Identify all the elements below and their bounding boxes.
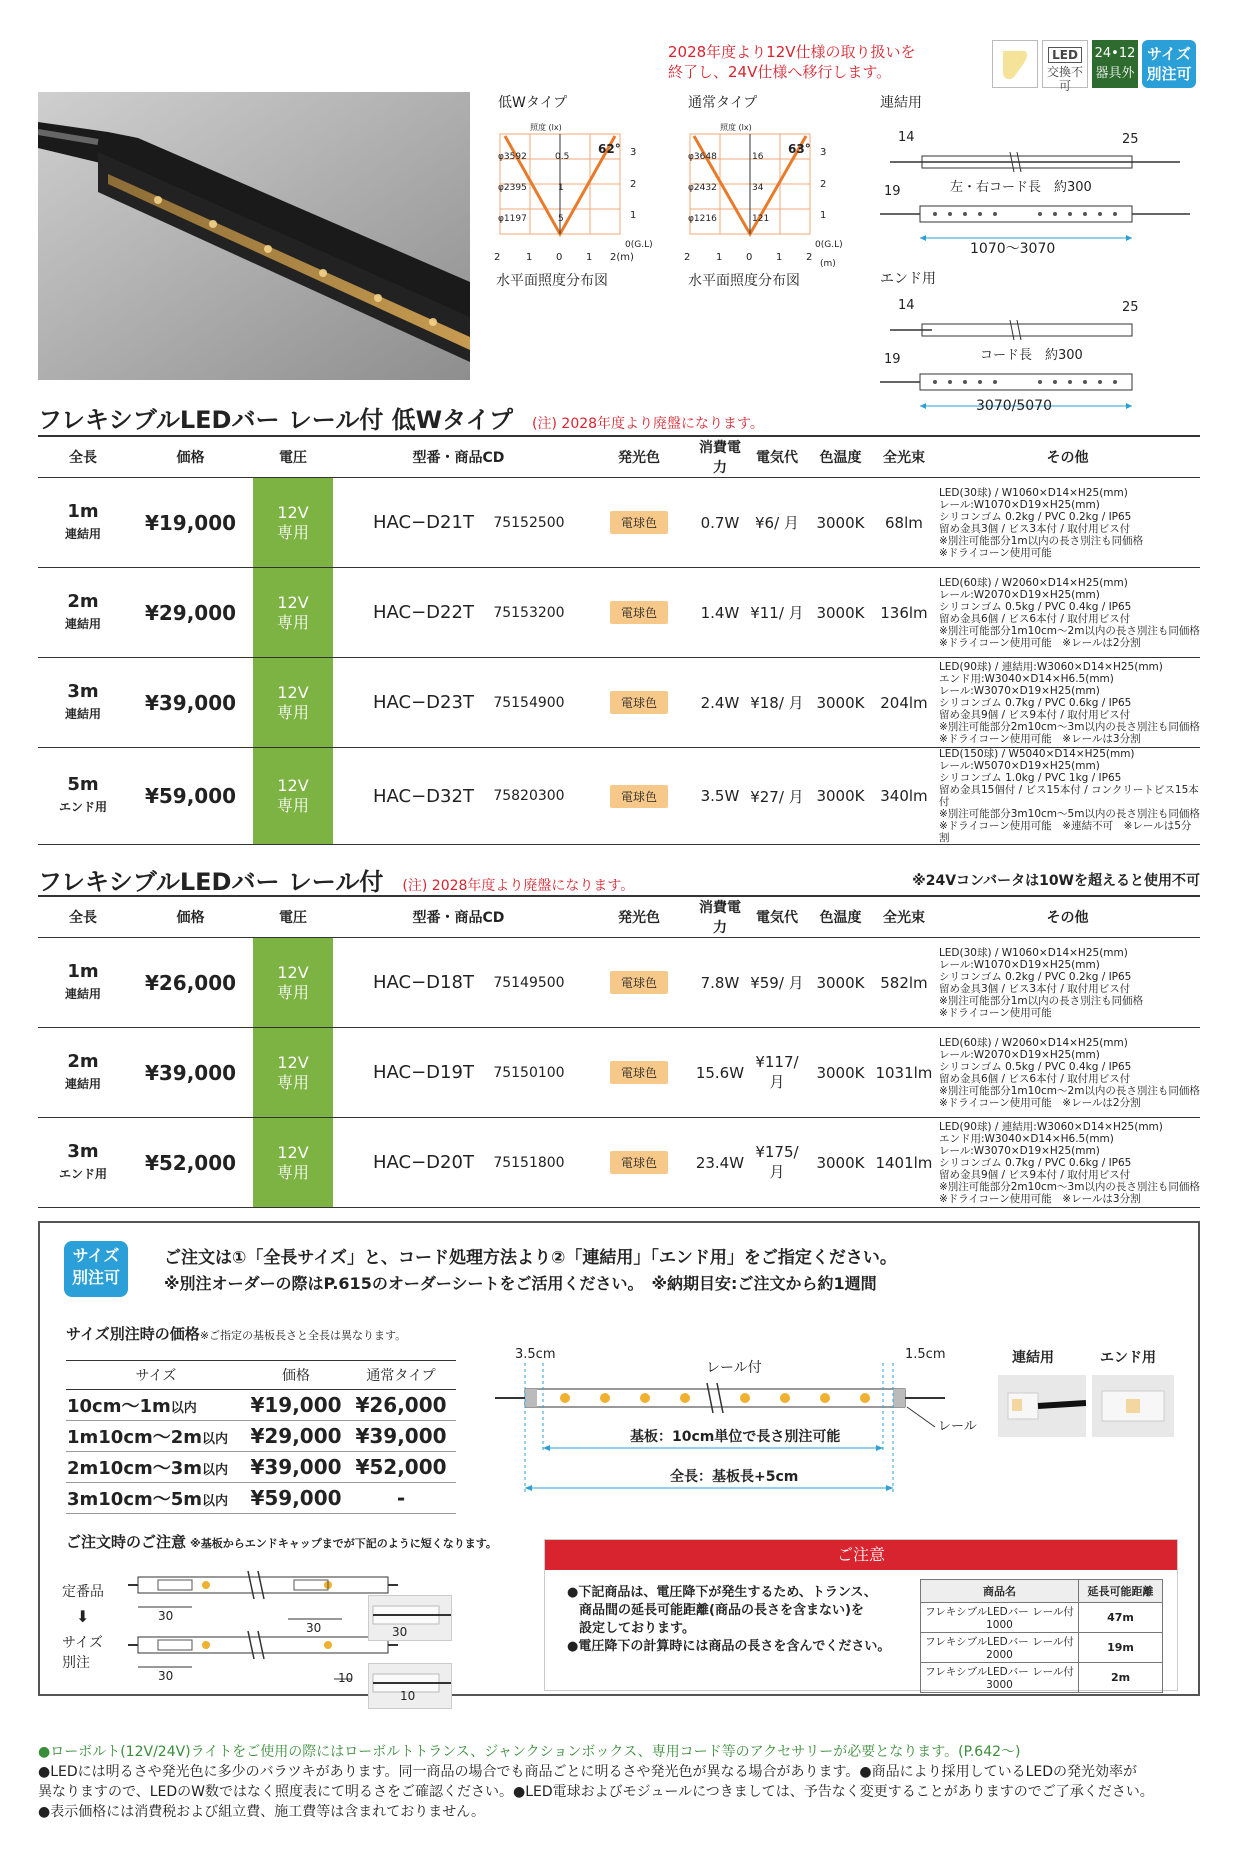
lumen-cell: 204lm	[873, 658, 935, 748]
spec-line: シリコンゴム 0.5kg / PVC 0.4kg / IP65	[938, 600, 1132, 613]
electricity-cost-cell: ¥117/ 月	[746, 1028, 808, 1118]
product-name-cell: フレキシブルLEDバー レール付2000	[921, 1633, 1079, 1663]
cord-type: 連結用	[64, 1076, 101, 1091]
length-cell	[38, 658, 128, 748]
model-cell: HAC−D23T	[333, 658, 474, 748]
section2-heading: フレキシブルLEDバー レール付 (注) 2028年度より廃盤になります。	[38, 868, 635, 896]
custom-size-icon: サイズ 別注可	[1142, 40, 1196, 88]
spec-line: ※別注可能部分1m以内の長さ別注も同価格	[938, 534, 1144, 547]
cord-type: 連結用	[64, 986, 101, 1001]
custom-size-badge: サイズ 別注可	[64, 1241, 128, 1297]
spec-line: シリコンゴム 0.2kg / PVC 0.2kg / IP65	[938, 970, 1132, 983]
spec-line: ※ドライコーン使用可能 ※レールは2分割	[938, 636, 1141, 649]
light-color-cell	[584, 938, 694, 1028]
end-cap-photo	[1092, 1375, 1174, 1437]
other-specs-cell	[935, 658, 1200, 748]
size-range: 3m10cm〜5m	[67, 1489, 203, 1510]
product-code-cell: 75153200	[474, 568, 584, 658]
normal-price-cell: ¥52,000	[346, 1452, 456, 1483]
spec-line: LED(60球) / W2060×D14×H25(mm)	[938, 1036, 1128, 1049]
lumen-cell: 136lm	[873, 568, 935, 658]
spec-line: 留め金具9個 / ビス9本付 / 取付用ビス付	[938, 708, 1131, 721]
spec-line: シリコンゴム 0.2kg / PVC 0.2kg / IP65	[938, 510, 1132, 523]
voltage-only: 専用	[276, 982, 309, 1002]
light-color-cell	[584, 478, 694, 568]
spec-line: エンド用:W3040×D14×H6.5(mm)	[938, 672, 1114, 685]
size-suffix: 以内	[202, 1494, 229, 1509]
spec-line: LED(90球) / 連結用:W3060×D14×H25(mm)	[938, 1120, 1163, 1133]
spec-line: 留め金具3個 / ビス3本付 / 取付用ビス付	[938, 982, 1131, 995]
length-value: 1m	[67, 960, 99, 982]
spec-line: 留め金具9個 / ビス9本付 / 取付用ビス付	[938, 1168, 1131, 1181]
light-color-badge: 電球色	[610, 1061, 668, 1084]
feature-icons	[992, 40, 1196, 93]
table-row	[38, 658, 1200, 748]
attention-box: ご注意 ●下記商品は、電圧降下が発生するため、トランス、 商品間の延長可能距離(商品の長さを含まない)を 設定しております。 ●電圧降下の計算時には商品の長さを含んでください。	[544, 1539, 1178, 1691]
spec-line: ※ドライコーン使用可能	[938, 1006, 1052, 1019]
table-row	[921, 1603, 1163, 1633]
spec-line: ※別注可能部分2m10cm〜3m以内の長さ別注も同価格	[938, 1180, 1200, 1193]
electricity-cost-cell: ¥11/ 月	[746, 568, 808, 658]
power-cell: 7.8W	[694, 938, 746, 1028]
power-cell: 1.4W	[694, 568, 746, 658]
voltage-only: 専用	[276, 702, 309, 722]
power-cell: 23.4W	[694, 1118, 746, 1208]
product-code-cell: 75150100	[474, 1028, 584, 1118]
voltage-value: 12V	[277, 962, 309, 982]
other-specs-cell	[935, 478, 1200, 568]
light-color-cell	[584, 748, 694, 845]
other-specs-cell	[935, 938, 1200, 1028]
voltage-value: 12V	[277, 776, 309, 795]
spec-line: レール:W2070×D19×H25(mm)	[938, 1048, 1100, 1061]
color-temp-cell: 3000K	[808, 748, 873, 845]
size-price-table: サイズ 価格 通常タイプ 10cm〜1m以内 ¥19,000 ¥26,000 1m10cm〜2m以内 ¥29,000 ¥39,000 2m10cm〜3m以内 ¥39,000 ¥52,000 3m10cm〜5m以内 ¥59,000 -	[66, 1360, 456, 1514]
size-range-cell	[66, 1390, 246, 1421]
cord-type: 連結用	[64, 616, 101, 631]
light-color-cell	[584, 658, 694, 748]
extension-distance-table: 商品名 延長可能距離 フレキシブルLEDバー レール付1000 47m フレキシブルLEDバー レール付2000 19m フレキシブルLEDバー レール付3000 2m	[920, 1579, 1163, 1693]
size-suffix: 以内	[170, 1401, 197, 1416]
custom-price-cell: ¥29,000	[246, 1421, 346, 1452]
table-row	[66, 1421, 456, 1452]
connect-type-drawing	[880, 142, 1200, 252]
caution-heading: ご注文時のご注意 ※基板からエンドキャップまでが下記のように短くなります。	[66, 1533, 497, 1551]
length-cell	[38, 1118, 128, 1208]
price-cell: ¥26,000	[128, 938, 253, 1028]
voltage-value: 12V	[277, 592, 309, 612]
normal-price-cell: ¥26,000	[346, 1390, 456, 1421]
spec-line: LED(150球) / W5040×D14×H25(mm)	[938, 748, 1135, 760]
length-value: 2m	[67, 590, 99, 612]
voltage-value: 12V	[277, 1052, 309, 1072]
spec-line: 留め金具15個付 / ビス15本付 / コンクリートビス15本付	[938, 784, 1199, 808]
spec-line: ※ドライコーン使用可能 ※レールは2分割	[938, 1096, 1141, 1109]
size-suffix: 以内	[202, 1432, 229, 1447]
model-cell: HAC−D21T	[333, 478, 474, 568]
spec-line: LED(90球) / 連結用:W3060×D14×H25(mm)	[938, 660, 1163, 673]
price-cell: ¥52,000	[128, 1118, 253, 1208]
price-cell: ¥19,000	[128, 478, 253, 568]
converter-note: ※24Vコンバータは10Wを超えると使用不可	[912, 873, 1200, 889]
spec-line: レール:W1070×D19×H25(mm)	[938, 498, 1100, 511]
length-value: 3m	[67, 1140, 99, 1162]
electricity-cost-cell: ¥59/ 月	[746, 938, 808, 1028]
light-color-badge: 電球色	[610, 785, 668, 808]
standard-end-photo	[368, 1595, 452, 1641]
table-row	[38, 1118, 1200, 1208]
table-row	[38, 748, 1200, 845]
power-cell: 0.7W	[694, 478, 746, 568]
cord-type: 連結用	[64, 706, 101, 721]
table-row	[66, 1452, 456, 1483]
size-range-cell	[66, 1421, 246, 1452]
bulb-color-icon	[992, 40, 1038, 88]
light-color-badge: 電球色	[610, 691, 668, 714]
electricity-cost-cell: ¥175/ 月	[746, 1118, 808, 1208]
custom-price-cell: ¥59,000	[246, 1483, 346, 1514]
other-specs-cell	[935, 748, 1200, 845]
spec-line: ※別注可能部分3m10cm〜5m以内の長さ別注も同価格	[938, 808, 1200, 820]
size-range: 10cm〜1m	[67, 1396, 171, 1417]
size-range-cell	[66, 1483, 246, 1514]
voltage-only: 専用	[276, 612, 309, 632]
voltage-cell	[253, 1028, 333, 1118]
extension-distance-cell: 2m	[1079, 1663, 1163, 1693]
electricity-cost-cell: ¥6/ 月	[746, 478, 808, 568]
voltage-cell	[253, 748, 333, 845]
color-temp-cell: 3000K	[808, 1028, 873, 1118]
other-specs-cell	[935, 1118, 1200, 1208]
product-code-cell: 75152500	[474, 478, 584, 568]
spec-line: レール:W5070×D19×H25(mm)	[938, 760, 1100, 772]
table-row	[38, 1028, 1200, 1118]
table-row	[66, 1390, 456, 1421]
spec-line: ※別注可能部分2m10cm〜3m以内の長さ別注も同価格	[938, 720, 1200, 733]
extension-distance-cell: 47m	[1079, 1603, 1163, 1633]
spec-line: シリコンゴム 0.7kg / PVC 0.6kg / IP65	[938, 1156, 1132, 1169]
table-row	[38, 568, 1200, 658]
other-specs-cell	[935, 568, 1200, 658]
discontinuation-notice: 2028年度より12V仕様の取り扱いを 終了し、24V仕様へ移行します。	[668, 43, 916, 81]
table-row	[66, 1483, 456, 1514]
electricity-cost-cell: ¥18/ 月	[746, 658, 808, 748]
product-code-cell: 75154900	[474, 658, 584, 748]
custom-price-cell: ¥19,000	[246, 1390, 346, 1421]
light-color-badge: 電球色	[610, 971, 668, 994]
table-row	[38, 478, 1200, 568]
color-temp-cell: 3000K	[808, 1118, 873, 1208]
spec-line: LED(30球) / W1060×D14×H25(mm)	[938, 486, 1128, 499]
length-cell	[38, 478, 128, 568]
spec-line: レール:W3070×D19×H25(mm)	[938, 1144, 1100, 1157]
price-cell: ¥39,000	[128, 1028, 253, 1118]
arrow-down-icon: ⬇	[76, 1607, 90, 1626]
product-name-cell: フレキシブルLEDバー レール付3000	[921, 1663, 1079, 1693]
footer-notes: ●ローボルト(12V/24V)ライトをご使用の際にはローボルトトランス、ジャンクションボックス、専用コード等のアクセサリーが必要となります。(P.642〜) ●LEDには明るさや発光色に多少のバラツキがあります。同一商品の場合でも商品ごとに明るさや発光色が異なる場合があります。●商品により採用しているLEDの発光効率が 異なりますので、LEDのW数ではなく照度表にて明るさをご確認ください。●LED電球およびモジュールにつきましては、予告なく変更することがありますのでご了承ください。 ●表示価格には消費税および組立費、施工費等は含まれておりません。	[38, 1744, 1154, 1820]
spec-line: シリコンゴム 1.0kg / PVC 1kg / IP65	[938, 772, 1122, 784]
spec-line: エンド用:W3040×D14×H6.5(mm)	[938, 1132, 1114, 1145]
product-code-cell: 75820300	[474, 748, 584, 845]
voltage-cell	[253, 1118, 333, 1208]
spec-line: 留め金具6個 / ビス6本付 / 取付用ビス付	[938, 1072, 1131, 1085]
spec-line: シリコンゴム 0.5kg / PVC 0.4kg / IP65	[938, 1060, 1132, 1073]
table-header-row: 全長 価格 電圧 型番・商品CD 発光色 消費電力 電気代 色温度 全光束 その他	[38, 436, 1200, 478]
outdoor-fixture-icon: 24•12 器具外	[1092, 40, 1138, 88]
light-color-cell	[584, 1028, 694, 1118]
model-cell: HAC−D19T	[333, 1028, 474, 1118]
spec-line: レール:W2070×D19×H25(mm)	[938, 588, 1100, 601]
spec-line: 留め金具6個 / ビス6本付 / 取付用ビス付	[938, 612, 1131, 625]
lumen-cell: 340lm	[873, 748, 935, 845]
light-color-cell	[584, 568, 694, 658]
power-cell: 2.4W	[694, 658, 746, 748]
spec-line: 留め金具3個 / ビス3本付 / 取付用ビス付	[938, 522, 1131, 535]
size-range-cell	[66, 1452, 246, 1483]
voltage-cell	[253, 938, 333, 1028]
voltage-cell	[253, 568, 333, 658]
spec-line: ※ドライコーン使用可能 ※連結不可 ※レールは5分割	[938, 820, 1192, 844]
voltage-cell	[253, 478, 333, 568]
size-price-title: サイズ別注時の価格※ご指定の基板長さと全長は異なります。	[66, 1325, 407, 1343]
size-range: 1m10cm〜2m	[67, 1427, 203, 1448]
model-cell: HAC−D32T	[333, 748, 474, 845]
custom-order-box: サイズ 別注可 ご注文は①「全長サイズ」と、コード処理方法より②「連結用」「エンド用」をご指定ください。 ※別注オーダーの際はP.615のオーダーシートをご活用ください。 ※納期目安:ご注文から約1週間 サイズ別注時の価格※ご指定の基板長さと全長は異なります。 3.5cm 1.5cm レール付 レール 基板：10cm単位で長さ別注可能 全長：基板長+5cm 連結用 エンド用 ご注文時のご注意 ※基板からエンドキャップまでが下記のように短くなります。 定番品 ⬇ サイズ 別注 30 30 30 10 30 10 ご注意 ●下記商品は、電圧降下が発生するため、トランス、 商品間の延長可能距離(商品の長さを含まない)を 設定しております。 ●電圧降下の計算時には商品の長さを含んでください。	[38, 1221, 1200, 1696]
normal-price-cell: -	[346, 1483, 456, 1514]
spec-line: レール:W1070×D19×H25(mm)	[938, 958, 1100, 971]
color-temp-cell: 3000K	[808, 568, 873, 658]
length-value: 1m	[67, 500, 99, 522]
color-temp-cell: 3000K	[808, 478, 873, 568]
cord-type: エンド用	[58, 1166, 107, 1181]
spec-line: LED(60球) / W2060×D14×H25(mm)	[938, 576, 1128, 589]
connect-end-photo	[998, 1375, 1086, 1437]
cord-type: エンド用	[58, 800, 107, 814]
cord-type: 連結用	[64, 526, 101, 541]
size-range: 2m10cm〜3m	[67, 1458, 203, 1479]
spec-line: レール:W3070×D19×H25(mm)	[938, 684, 1100, 697]
spec-table-low-w	[38, 435, 1200, 845]
other-specs-cell	[935, 1028, 1200, 1118]
chart-normal: 通常タイプ 照度 (lx) 63° φ3648 16 φ2432 34 φ1216 121 3 2 1 0(G.L) 2 1 0 1 2 (m) 水平面照度分布図	[660, 92, 860, 282]
light-color-badge: 電球色	[610, 601, 668, 624]
spec-line: ※別注可能部分1m10cm〜2m以内の長さ別注も同価格	[938, 1084, 1200, 1097]
voltage-only: 専用	[276, 522, 309, 542]
model-cell: HAC−D22T	[333, 568, 474, 658]
length-cell	[38, 748, 128, 845]
lumen-cell: 68lm	[873, 478, 935, 568]
voltage-value: 12V	[277, 1142, 309, 1162]
color-temp-cell: 3000K	[808, 938, 873, 1028]
voltage-only: 専用	[276, 1162, 309, 1182]
lumen-cell: 1401lm	[873, 1118, 935, 1208]
length-cell	[38, 938, 128, 1028]
custom-price-cell: ¥39,000	[246, 1452, 346, 1483]
length-cell	[38, 1028, 128, 1118]
spec-line: ※ドライコーン使用可能 ※レールは3分割	[938, 732, 1141, 745]
section1-heading: フレキシブルLEDバー レール付 低Wタイプ (注) 2028年度より廃盤になります。	[38, 406, 764, 434]
voltage-only: 専用	[276, 796, 309, 815]
table-header-row: 全長 価格 電圧 型番・商品CD 発光色 消費電力 電気代 色温度 全光束 その他	[38, 896, 1200, 938]
price-cell: ¥59,000	[128, 748, 253, 845]
spec-table-normal	[38, 895, 1200, 1208]
electricity-cost-cell: ¥27/ 月	[746, 748, 808, 845]
table-row	[921, 1633, 1163, 1663]
product-name-cell: フレキシブルLEDバー レール付1000	[921, 1603, 1079, 1633]
length-value: 2m	[67, 1050, 99, 1072]
size-suffix: 以内	[202, 1463, 229, 1478]
color-temp-cell: 3000K	[808, 658, 873, 748]
light-color-badge: 電球色	[610, 1151, 668, 1174]
spec-line: ※ドライコーン使用可能 ※レールは3分割	[938, 1192, 1141, 1205]
table-row	[921, 1663, 1163, 1693]
lumen-cell: 582lm	[873, 938, 935, 1028]
led-non-replaceable-icon: LED 交換不可	[1042, 40, 1088, 88]
product-code-cell: 75149500	[474, 938, 584, 1028]
voltage-value: 12V	[277, 502, 309, 522]
length-value: 3m	[67, 680, 99, 702]
lumen-cell: 1031lm	[873, 1028, 935, 1118]
length-value: 5m	[67, 774, 99, 795]
power-cell: 3.5W	[694, 748, 746, 845]
model-cell: HAC−D20T	[333, 1118, 474, 1208]
voltage-value: 12V	[277, 682, 309, 702]
chart-low-w: 低Wタイプ 照度 (lx) 62° φ3592 0.5 φ2395 1 φ1197 5 3 2 1 0(G.L) 2 1 0 1 2(m) 水平面照度分布図	[470, 92, 660, 282]
spec-line: ※別注可能部分1m以内の長さ別注も同価格	[938, 994, 1144, 1007]
light-color-cell	[584, 1118, 694, 1208]
spec-line: ※別注可能部分1m10cm〜2m以内の長さ別注も同価格	[938, 624, 1200, 637]
spec-line: LED(30球) / W1060×D14×H25(mm)	[938, 946, 1128, 959]
price-cell: ¥39,000	[128, 658, 253, 748]
voltage-only: 専用	[276, 1072, 309, 1092]
product-code-cell: 75151800	[474, 1118, 584, 1208]
table-row	[38, 938, 1200, 1028]
price-cell: ¥29,000	[128, 568, 253, 658]
length-cell	[38, 568, 128, 658]
voltage-cell	[253, 658, 333, 748]
extension-distance-cell: 19m	[1079, 1633, 1163, 1663]
spec-line: ※ドライコーン使用可能	[938, 546, 1052, 559]
model-cell: HAC−D18T	[333, 938, 474, 1028]
normal-price-cell: ¥39,000	[346, 1421, 456, 1452]
light-color-badge: 電球色	[610, 511, 668, 534]
dimension-drawings: 連結用 14 25 左・右コード長 約300 19 1070〜3070 エンド用 14 25 コード長 約300 19 3070/5070	[880, 92, 1200, 392]
attention-text: ●下記商品は、電圧降下が発生するため、トランス、 商品間の延長可能距離(商品の長さを含まない)を 設定しております。 ●電圧降下の計算時には商品の長さを含んでください。	[567, 1585, 891, 1654]
product-photo	[38, 92, 470, 380]
power-cell: 15.6W	[694, 1028, 746, 1118]
spec-line: シリコンゴム 0.7kg / PVC 0.6kg / IP65	[938, 696, 1132, 709]
